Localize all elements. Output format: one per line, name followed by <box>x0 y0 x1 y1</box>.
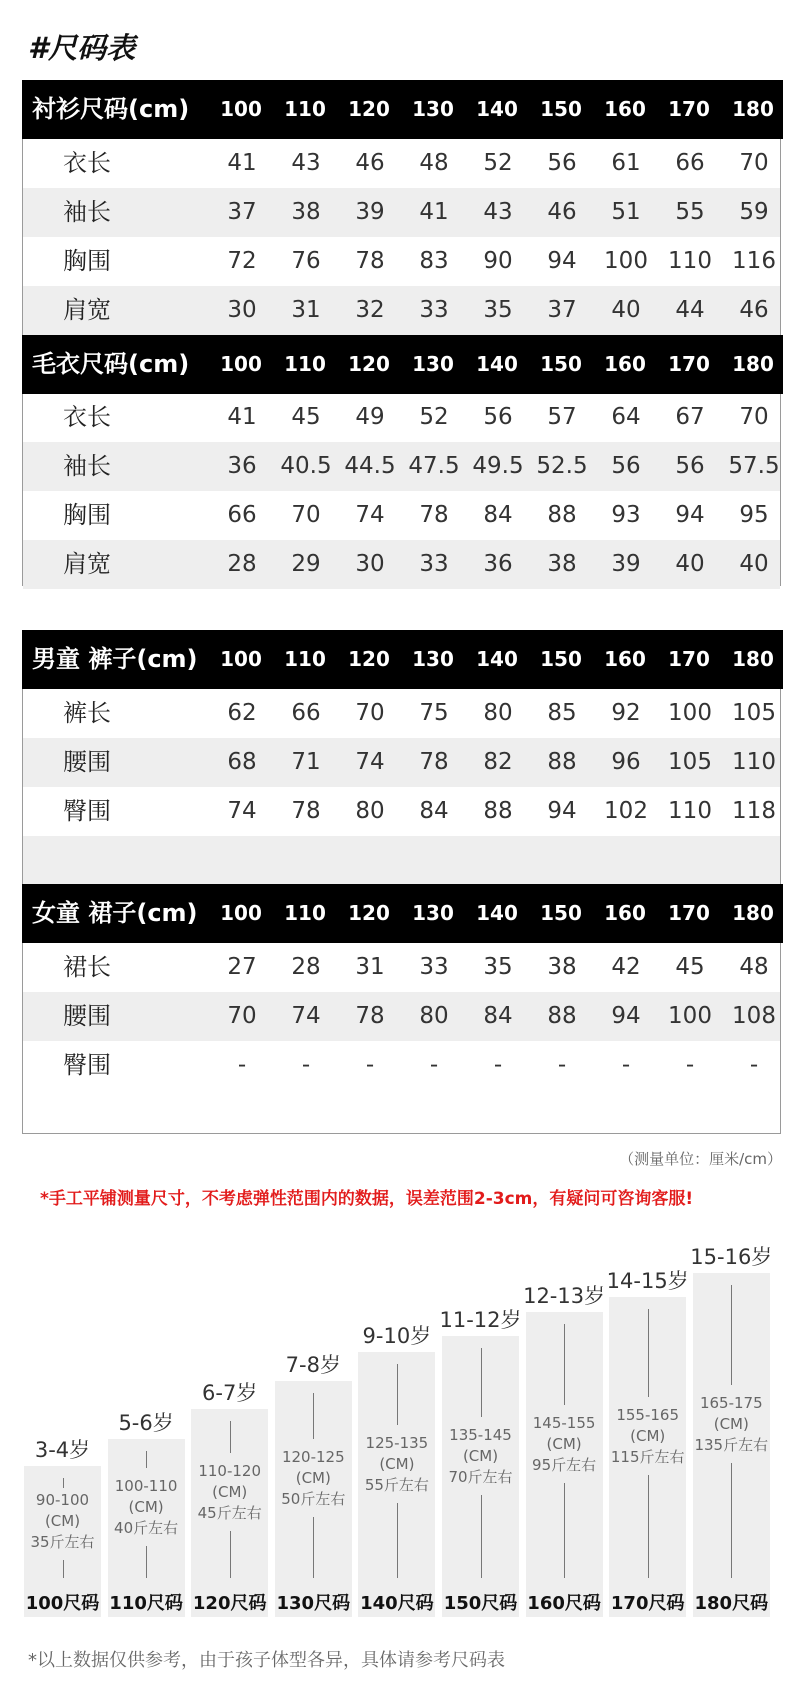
table-cell: 56 <box>483 404 513 430</box>
table-cell: 96 <box>611 749 641 775</box>
table-cell: 66 <box>675 150 705 176</box>
girls_skirt-header-row <box>22 884 783 943</box>
table-cell: 110 <box>668 248 712 274</box>
table-cell: 38 <box>291 199 321 225</box>
table-cell: - <box>557 1052 567 1078</box>
height-weight-spec <box>22 1490 103 1553</box>
spec-unit: (CM) <box>128 1498 164 1516</box>
size-label: 130尺码 <box>276 1593 351 1614</box>
table-cell: - <box>749 1052 759 1078</box>
table-cell: 94 <box>547 798 577 824</box>
table-cell: 78 <box>355 248 385 274</box>
table-cell: 27 <box>227 954 257 980</box>
table-cell: 76 <box>291 248 321 274</box>
table-cell: 46 <box>547 199 577 225</box>
height-weight-spec <box>106 1476 187 1539</box>
sweater-header-row <box>22 335 783 394</box>
spec-weight: 40斤左右 <box>114 1519 179 1537</box>
size-label: 150尺码 <box>443 1593 518 1614</box>
divider-line <box>648 1309 649 1397</box>
table-cell: 31 <box>355 954 385 980</box>
size-label: 160尺码 <box>527 1593 601 1614</box>
height-weight-spec <box>607 1405 688 1468</box>
height-weight-spec <box>356 1433 437 1496</box>
size-column-header: 160 <box>604 97 646 121</box>
table-cell: 88 <box>547 502 577 528</box>
table-row <box>23 738 780 787</box>
row-label: 臀围 <box>63 797 111 825</box>
spec-unit: (CM) <box>212 1483 248 1501</box>
row-label: 肩宽 <box>63 296 111 324</box>
table-row <box>23 442 780 491</box>
blank-row <box>23 836 780 885</box>
table-cell: 40 <box>611 297 641 323</box>
size-column-header: 120 <box>348 352 390 376</box>
table-cell: 84 <box>483 1003 513 1029</box>
size-column-header: 100 <box>220 647 262 671</box>
divider-line <box>564 1483 565 1578</box>
age-label: 12-13岁 <box>523 1284 606 1308</box>
size-column-header: 150 <box>540 352 582 376</box>
table-cell: 48 <box>739 954 769 980</box>
footnote: *以上数据仅供参考，由于孩子体型各异，具体请参考尺码表 <box>28 1650 505 1671</box>
height-weight-spec <box>189 1461 270 1524</box>
table-cell: 83 <box>419 248 449 274</box>
table-cell: 45 <box>291 404 321 430</box>
table-cell: 43 <box>483 199 513 225</box>
table-cell: - <box>429 1052 439 1078</box>
page-title: #尺码表 <box>28 31 136 65</box>
table-cell: 84 <box>483 502 513 528</box>
table-cell: 94 <box>611 1003 641 1029</box>
size-column-header: 180 <box>732 901 774 925</box>
table-cell: - <box>493 1052 503 1078</box>
size-column-header: 100 <box>220 97 262 121</box>
table-cell: 52 <box>483 150 513 176</box>
table-cell: 46 <box>739 297 769 323</box>
row-label: 胸围 <box>63 501 111 529</box>
table-cell: 31 <box>291 297 321 323</box>
shirt-header-label: 衬衫尺码(cm) <box>32 95 190 123</box>
table-cell: 56 <box>675 453 705 479</box>
table-cell: 93 <box>611 502 641 528</box>
age-label: 14-15岁 <box>606 1269 689 1293</box>
table-cell: 49.5 <box>472 453 524 479</box>
size-column-header: 100 <box>220 352 262 376</box>
row-label: 胸围 <box>63 247 111 275</box>
spec-height: 155-165 <box>616 1406 680 1424</box>
spec-weight: 95斤左右 <box>532 1456 597 1474</box>
table-cell: 100 <box>604 248 648 274</box>
size-column-header: 170 <box>668 647 710 671</box>
table-cell: 33 <box>419 954 449 980</box>
size-column-header: 130 <box>412 647 454 671</box>
table-row <box>23 491 780 540</box>
table-cell: 110 <box>668 798 712 824</box>
row-label: 衣长 <box>63 403 111 431</box>
sweater-header-label: 毛衣尺码(cm) <box>32 350 190 378</box>
table-cell: 70 <box>291 502 321 528</box>
table-cell: 46 <box>355 150 385 176</box>
table-cell: 49 <box>355 404 385 430</box>
table-cell: 37 <box>227 199 257 225</box>
size-column-header: 110 <box>284 97 326 121</box>
table-cell: 110 <box>732 749 776 775</box>
table-row <box>23 393 780 442</box>
table-cell: 70 <box>227 1003 257 1029</box>
table-cell: - <box>685 1052 695 1078</box>
table-cell: 72 <box>227 248 257 274</box>
divider-line <box>63 1478 64 1488</box>
divider-line <box>146 1451 147 1468</box>
spec-unit: (CM) <box>546 1435 582 1453</box>
table-cell: 61 <box>611 150 641 176</box>
spec-height: 100-110 <box>114 1477 178 1495</box>
divider-line <box>481 1348 482 1417</box>
table-cell: 92 <box>611 700 641 726</box>
table-cell: 66 <box>291 700 321 726</box>
warning-note: *手工平铺测量尺寸，不考虑弹性范围内的数据，误差范围2-3cm，有疑问可咨询客服! <box>40 1189 694 1209</box>
size-column-header: 160 <box>604 352 646 376</box>
table-cell: 74 <box>355 502 385 528</box>
table-cell: 80 <box>419 1003 449 1029</box>
table-cell: 29 <box>291 551 321 577</box>
size-column-header: 160 <box>604 901 646 925</box>
table-cell: 84 <box>419 798 449 824</box>
age-label: 7-8岁 <box>285 1353 341 1377</box>
table-cell: 80 <box>355 798 385 824</box>
spec-weight: 135斤左右 <box>694 1436 769 1454</box>
table-row <box>23 540 780 589</box>
table-cell: 36 <box>227 453 257 479</box>
row-label: 衣长 <box>63 149 111 177</box>
row-label: 腰围 <box>63 1002 111 1030</box>
divider-line <box>564 1324 565 1405</box>
table-cell: 71 <box>291 749 321 775</box>
table-row <box>23 188 780 237</box>
size-column-header: 140 <box>476 352 518 376</box>
table-cell: 48 <box>419 150 449 176</box>
table-row <box>23 139 780 188</box>
divider-line <box>230 1531 231 1578</box>
table-cell: 37 <box>547 297 577 323</box>
height-weight-spec <box>440 1425 521 1488</box>
divider-line <box>397 1503 398 1578</box>
size-column-header: 130 <box>412 352 454 376</box>
table-cell: - <box>301 1052 311 1078</box>
table-cell: 64 <box>611 404 641 430</box>
table-cell: 74 <box>355 749 385 775</box>
spec-unit: (CM) <box>379 1455 415 1473</box>
table-row <box>23 237 780 286</box>
height-weight-spec <box>273 1447 354 1510</box>
table-cell: 88 <box>483 798 513 824</box>
table-cell: 78 <box>291 798 321 824</box>
row-label: 肩宽 <box>63 550 111 578</box>
row-label: 腰围 <box>63 748 111 776</box>
table-cell: 74 <box>291 1003 321 1029</box>
height-weight-spec <box>691 1393 772 1456</box>
table-cell: 42 <box>611 954 641 980</box>
table-cell: 70 <box>739 150 769 176</box>
table-cell: 85 <box>547 700 577 726</box>
table-cell: 75 <box>419 700 449 726</box>
size-column-header: 140 <box>476 901 518 925</box>
table-cell: 41 <box>227 404 257 430</box>
top-size-table <box>22 80 781 586</box>
table-cell: 36 <box>483 551 513 577</box>
table-cell: 74 <box>227 798 257 824</box>
spec-height: 145-155 <box>532 1414 596 1432</box>
table-cell: 38 <box>547 551 577 577</box>
spec-unit: (CM) <box>713 1415 749 1433</box>
age-label: 6-7岁 <box>202 1381 258 1405</box>
table-row <box>23 992 780 1041</box>
size-column-header: 120 <box>348 97 390 121</box>
table-row <box>23 689 780 738</box>
table-cell: 59 <box>739 199 769 225</box>
table-cell: 41 <box>419 199 449 225</box>
table-row <box>23 286 780 335</box>
table-cell: 56 <box>547 150 577 176</box>
table-cell: 100 <box>668 1003 712 1029</box>
size-column-header: 100 <box>220 901 262 925</box>
table-cell: 47.5 <box>408 453 460 479</box>
table-cell: 39 <box>611 551 641 577</box>
table-cell: 94 <box>675 502 705 528</box>
table-cell: 78 <box>419 749 449 775</box>
table-cell: 33 <box>419 297 449 323</box>
table-cell: 78 <box>355 1003 385 1029</box>
table-cell: 44 <box>675 297 705 323</box>
size-column-header: 110 <box>284 647 326 671</box>
table-row <box>23 1041 780 1090</box>
size-column-header: 150 <box>540 901 582 925</box>
row-label: 臀围 <box>63 1051 111 1079</box>
table-cell: - <box>365 1052 375 1078</box>
girls_skirt-header-label: 女童 裙子(cm) <box>32 899 198 927</box>
table-cell: 80 <box>483 700 513 726</box>
size-column-header: 120 <box>348 647 390 671</box>
spec-height: 125-135 <box>365 1434 429 1452</box>
age-label: 15-16岁 <box>690 1245 773 1269</box>
spec-weight: 45斤左右 <box>197 1504 262 1522</box>
size-label: 100尺码 <box>25 1593 100 1614</box>
divider-line <box>230 1421 231 1453</box>
table-cell: - <box>237 1052 247 1078</box>
size-column-header: 180 <box>732 352 774 376</box>
table-cell: 95 <box>739 502 769 528</box>
table-cell: 78 <box>419 502 449 528</box>
table-cell: 40 <box>675 551 705 577</box>
divider-line <box>481 1495 482 1578</box>
height-weight-spec <box>524 1413 605 1476</box>
boys_pants-header-row <box>22 630 783 689</box>
table-cell: 45 <box>675 954 705 980</box>
table-cell: 33 <box>419 551 449 577</box>
divider-line <box>63 1560 64 1578</box>
bottom-size-table <box>22 630 781 1134</box>
divider-line <box>397 1364 398 1425</box>
size-label: 140尺码 <box>360 1593 434 1614</box>
divider-line <box>731 1285 732 1385</box>
table-cell: 82 <box>483 749 513 775</box>
spec-height: 90-100 <box>35 1491 90 1509</box>
row-label: 裤长 <box>63 699 111 727</box>
table-cell: 57 <box>547 404 577 430</box>
spec-unit: (CM) <box>630 1427 666 1445</box>
divider-line <box>313 1517 314 1578</box>
boys_pants-header-label: 男童 裤子(cm) <box>32 645 198 673</box>
table-cell: 88 <box>547 749 577 775</box>
spec-height: 120-125 <box>281 1448 345 1466</box>
size-label: 110尺码 <box>109 1593 183 1614</box>
size-column-header: 170 <box>668 97 710 121</box>
table-cell: 38 <box>547 954 577 980</box>
table-cell: 44.5 <box>344 453 396 479</box>
spec-weight: 115斤左右 <box>610 1448 685 1466</box>
size-column-header: 180 <box>732 647 774 671</box>
unit-note: （测量单位：厘米/cm） <box>619 1150 782 1168</box>
table-row <box>23 943 780 992</box>
table-cell: - <box>621 1052 631 1078</box>
size-column-header: 120 <box>348 901 390 925</box>
size-column-header: 170 <box>668 901 710 925</box>
table-cell: 56 <box>611 453 641 479</box>
table-cell: 30 <box>355 551 385 577</box>
table-cell: 67 <box>675 404 705 430</box>
table-cell: 43 <box>291 150 321 176</box>
size-column-header: 150 <box>540 647 582 671</box>
table-cell: 62 <box>227 700 257 726</box>
table-cell: 35 <box>483 297 513 323</box>
table-cell: 57.5 <box>728 453 780 479</box>
spec-weight: 70斤左右 <box>448 1468 513 1486</box>
spec-weight: 55斤左右 <box>364 1476 429 1494</box>
table-cell: 108 <box>732 1003 776 1029</box>
shirt-header-row <box>22 80 783 139</box>
spec-weight: 35斤左右 <box>30 1533 95 1551</box>
table-cell: 66 <box>227 502 257 528</box>
size-column-header: 130 <box>412 97 454 121</box>
row-label: 裙长 <box>63 953 111 981</box>
table-cell: 90 <box>483 248 513 274</box>
size-column-header: 160 <box>604 647 646 671</box>
table-cell: 52 <box>419 404 449 430</box>
size-column-header: 140 <box>476 647 518 671</box>
divider-line <box>731 1463 732 1578</box>
table-cell: 32 <box>355 297 385 323</box>
row-label: 袖长 <box>63 198 111 226</box>
table-row <box>23 787 780 836</box>
size-column-header: 180 <box>732 97 774 121</box>
table-cell: 88 <box>547 1003 577 1029</box>
size-column-header: 140 <box>476 97 518 121</box>
table-cell: 30 <box>227 297 257 323</box>
table-cell: 41 <box>227 150 257 176</box>
table-cell: 105 <box>668 749 712 775</box>
spec-weight: 50斤左右 <box>281 1490 346 1508</box>
table-cell: 102 <box>604 798 648 824</box>
age-label: 3-4岁 <box>34 1438 91 1462</box>
age-label: 5-6岁 <box>118 1411 174 1435</box>
size-label: 170尺码 <box>610 1593 685 1614</box>
divider-line <box>648 1475 649 1578</box>
size-label: 180尺码 <box>694 1593 769 1614</box>
age-label: 9-10岁 <box>362 1324 432 1348</box>
table-cell: 94 <box>547 248 577 274</box>
table-cell: 35 <box>483 954 513 980</box>
table-cell: 28 <box>227 551 257 577</box>
spec-unit: (CM) <box>44 1512 81 1530</box>
spec-height: 110-120 <box>198 1462 262 1480</box>
table-cell: 28 <box>291 954 321 980</box>
divider-line <box>313 1393 314 1439</box>
spec-unit: (CM) <box>462 1447 499 1465</box>
table-cell: 70 <box>739 404 769 430</box>
table-cell: 116 <box>732 248 776 274</box>
age-label: 11-12岁 <box>439 1308 522 1332</box>
table-cell: 51 <box>611 199 641 225</box>
size-column-header: 110 <box>284 901 326 925</box>
table-cell: 52.5 <box>536 453 588 479</box>
table-cell: 40 <box>739 551 769 577</box>
table-cell: 100 <box>668 700 712 726</box>
table-cell: 70 <box>355 700 385 726</box>
table-cell: 68 <box>227 749 257 775</box>
divider-line <box>146 1546 147 1578</box>
spec-height: 135-145 <box>449 1426 512 1444</box>
size-label: 120尺码 <box>192 1593 267 1614</box>
row-label: 袖长 <box>63 452 111 480</box>
size-column-header: 110 <box>284 352 326 376</box>
spec-height: 165-175 <box>699 1394 763 1412</box>
table-cell: 55 <box>675 199 705 225</box>
table-cell: 40.5 <box>280 453 332 479</box>
table-cell: 39 <box>355 199 385 225</box>
size-column-header: 150 <box>540 97 582 121</box>
size-column-header: 170 <box>668 352 710 376</box>
table-cell: 105 <box>732 700 776 726</box>
spec-unit: (CM) <box>295 1469 331 1487</box>
size-column-header: 130 <box>412 901 454 925</box>
table-cell: 118 <box>732 798 776 824</box>
